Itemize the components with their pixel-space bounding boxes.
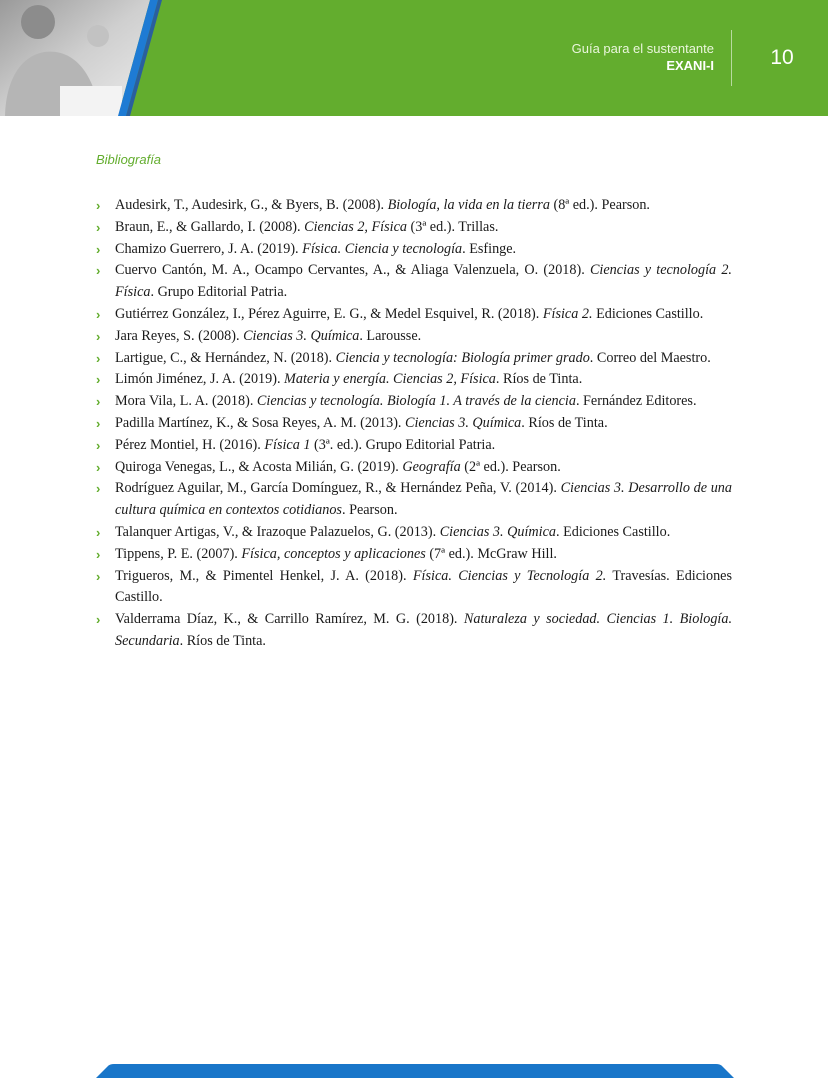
reference-title: Física. Ciencias y Tecnología 2.	[412, 567, 607, 584]
chevron-right-icon: ›	[96, 612, 101, 628]
reference-authors: Talanquer Artigas, V., & Irazoque Palazuelos, G. (2013).	[115, 523, 440, 540]
student-photo	[0, 0, 170, 116]
reference-title: Física. Ciencia y tecnología	[302, 240, 463, 257]
chevron-right-icon: ›	[96, 415, 101, 431]
reference-authors: Chamizo Guerrero, J. A. (2019).	[115, 240, 303, 257]
reference-item	[96, 304, 732, 326]
bibliography-list	[96, 195, 732, 653]
reference-authors: Padilla Martínez, K., & Sosa Reyes, A. M. (2013).	[115, 414, 406, 431]
chevron-right-icon: ›	[96, 568, 101, 584]
reference-publisher: . Ríos de Tinta.	[179, 632, 266, 649]
reference-item	[96, 391, 732, 413]
reference-publisher: Ediciones Castillo.	[592, 305, 704, 322]
page-number: 10	[770, 46, 794, 69]
reference-authors: Valderrama Díaz, K., & Carrillo Ramírez, M. G. (2018).	[115, 611, 464, 628]
reference-title: Biología, la vida en la tierra	[387, 197, 550, 213]
reference-title: Física 2.	[542, 305, 593, 322]
chevron-right-icon: ›	[96, 546, 101, 562]
reference-title: Materia y energía. Ciencias 2, Física	[284, 371, 496, 388]
reference-item	[96, 369, 732, 391]
reference-title: Ciencias 3. Química	[243, 327, 360, 344]
reference-publisher: . Ríos de Tinta.	[495, 371, 583, 388]
reference-item	[96, 457, 732, 479]
reference-item	[96, 609, 732, 653]
chevron-right-icon: ›	[96, 350, 101, 366]
page-header	[0, 0, 828, 116]
reference-authors: Rodríguez Aguilar, M., García Domínguez, R., & Hernández Peña, V. (2014).	[115, 480, 561, 497]
guide-title	[572, 41, 714, 75]
reference-publisher: . Esfinge.	[462, 240, 517, 257]
reference-publisher: . Ríos de Tinta.	[521, 414, 608, 431]
reference-item	[96, 239, 732, 261]
chevron-right-icon: ›	[96, 328, 101, 344]
reference-publisher: (7ª ed.). McGraw Hill.	[425, 545, 557, 562]
guide-label: Guía para el sustentante	[571, 41, 714, 56]
reference-publisher: (2ª ed.). Pearson.	[460, 458, 561, 475]
section-title: Bibliografía	[96, 152, 162, 167]
reference-authors: Lartigue, C., & Hernández, N. (2018).	[115, 349, 336, 366]
reference-publisher: (3ª. ed.). Grupo Editorial Patria.	[310, 436, 496, 453]
exam-label: EXANI-I	[666, 58, 714, 73]
reference-publisher: . Pearson.	[341, 502, 398, 519]
reference-title: Física, conceptos y aplicaciones	[241, 545, 426, 562]
reference-authors: Braun, E., & Gallardo, I. (2008).	[115, 218, 305, 235]
reference-title: Geografía	[402, 458, 461, 475]
reference-title: Ciencias 2, Física	[304, 218, 407, 235]
reference-publisher: . Fernández Editores.	[575, 393, 697, 410]
reference-item	[96, 522, 732, 544]
chevron-right-icon: ›	[96, 241, 101, 257]
reference-publisher: . Correo del Maestro.	[589, 349, 711, 366]
chevron-right-icon: ›	[96, 437, 101, 453]
reference-item	[96, 413, 732, 435]
reference-title: Ciencias 3. Química	[439, 523, 556, 540]
reference-title: Física 1	[264, 436, 311, 453]
header-divider	[731, 30, 732, 86]
reference-authors: Pérez Montiel, H. (2016).	[115, 436, 265, 453]
reference-title: Ciencias 3. Desarrollo de una cultura química en contextos cotidianos	[115, 480, 732, 519]
reference-authors: Gutiérrez González, I., Pérez Aguirre, E. G., & Medel Esquivel, R. (2018).	[115, 305, 543, 322]
reference-authors: Quiroga Venegas, L., & Acosta Milián, G. (2019).	[115, 458, 403, 475]
reference-authors: Audesirk, T., Audesirk, G., & Byers, B. (2008).	[115, 197, 388, 213]
chevron-right-icon: ›	[96, 524, 101, 540]
reference-title: Ciencias 3. Química	[405, 414, 522, 431]
chevron-right-icon: ›	[96, 394, 101, 410]
reference-authors: Limón Jiménez, J. A. (2019).	[115, 371, 285, 388]
chevron-right-icon: ›	[96, 481, 101, 497]
reference-item	[96, 326, 732, 348]
reference-title: Naturaleza y sociedad. Ciencias 1. Biología. Secundaria	[115, 611, 733, 649]
reference-item	[96, 348, 732, 370]
reference-item	[96, 544, 732, 566]
reference-item	[96, 260, 732, 304]
reference-publisher: . Grupo Editorial Patria.	[150, 284, 288, 301]
chevron-right-icon: ›	[96, 372, 101, 388]
chevron-right-icon: ›	[96, 459, 101, 475]
reference-item	[96, 566, 732, 610]
reference-authors: Mora Vila, L. A. (2018).	[115, 393, 257, 410]
footer-bar	[0, 1064, 828, 1078]
reference-publisher: (3ª ed.). Trillas.	[406, 218, 499, 235]
reference-publisher: . Ediciones Castillo.	[555, 523, 671, 540]
reference-item	[96, 195, 732, 217]
chevron-right-icon: ›	[96, 263, 101, 279]
reference-title: Ciencias y tecnología. Biología 1. A través de la ciencia	[256, 393, 576, 410]
reference-item	[96, 478, 732, 522]
reference-title: Ciencia y tecnología: Biología primer grado	[335, 349, 590, 366]
reference-publisher: . Larousse.	[359, 327, 422, 344]
chevron-right-icon: ›	[96, 219, 101, 235]
reference-authors: Cuervo Cantón, M. A., Ocampo Cervantes, A., & Aliaga Valenzuela, O. (2018).	[115, 262, 590, 279]
reference-authors: Jara Reyes, S. (2008).	[115, 327, 244, 344]
reference-title: Ciencias y tecnología 2. Física	[115, 262, 732, 301]
chevron-right-icon: ›	[96, 198, 101, 213]
reference-publisher: Travesías. Ediciones Castillo.	[115, 567, 732, 606]
reference-publisher: (8ª ed.). Pearson.	[549, 197, 650, 213]
reference-authors: Trigueros, M., & Pimentel Henkel, J. A. (2018).	[115, 567, 413, 584]
reference-item	[96, 217, 732, 239]
chevron-right-icon: ›	[96, 306, 101, 322]
reference-item	[96, 435, 732, 457]
reference-authors: Tippens, P. E. (2007).	[115, 545, 242, 562]
